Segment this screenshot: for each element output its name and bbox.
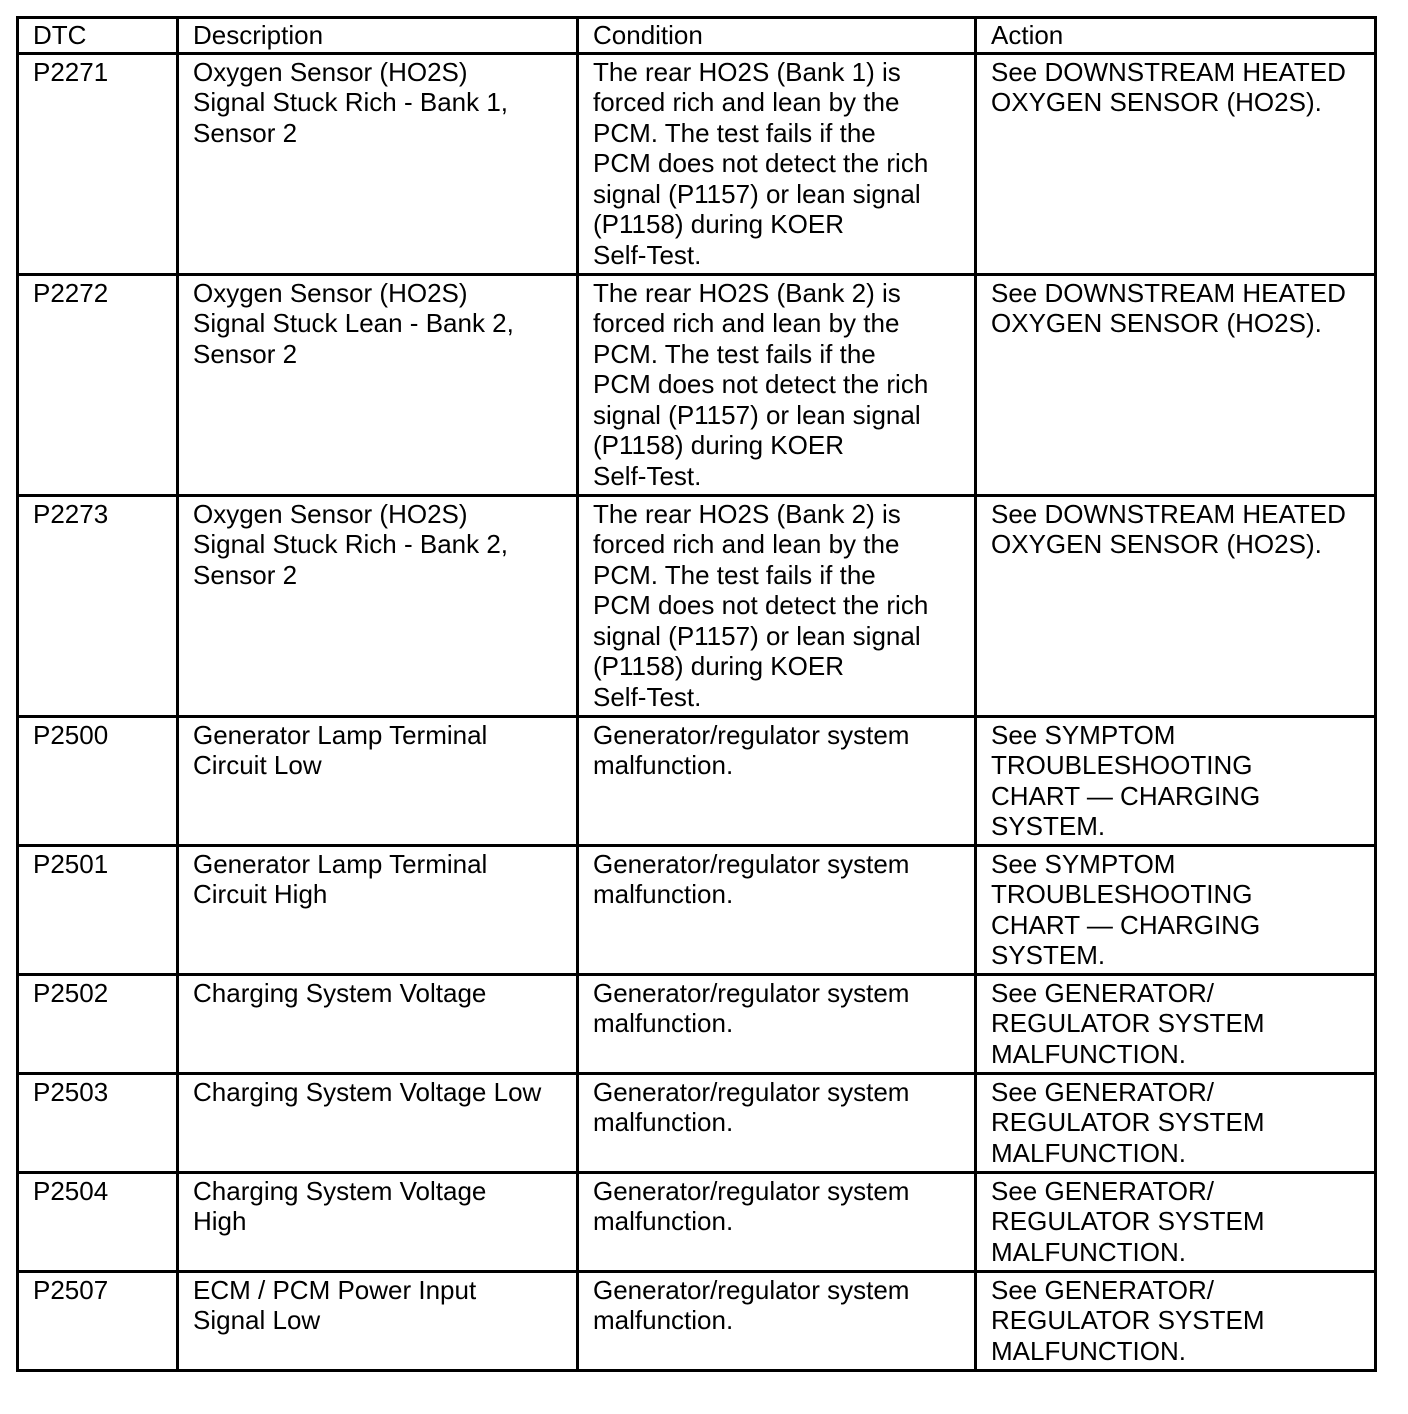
cell-dtc: P2501 (18, 845, 178, 974)
dtc-table (16, 16, 1377, 1372)
cell-condition: Generator/regulator system malfunction. (578, 1271, 976, 1370)
cell-action: See GENERATOR/ REGULATOR SYSTEM MALFUNCTION. (976, 974, 1376, 1073)
table-row (18, 1271, 1376, 1370)
cell-description: Charging System Voltage Low (178, 1073, 578, 1172)
cell-condition: Generator/regulator system malfunction. (578, 974, 976, 1073)
cell-condition: Generator/regulator system malfunction. (578, 845, 976, 974)
table-row (18, 274, 1376, 495)
dtc-document (16, 16, 1374, 1372)
cell-description: Charging System Voltage (178, 974, 578, 1073)
cell-description: Oxygen Sensor (HO2S) Signal Stuck Lean - Bank 2, Sensor 2 (178, 274, 578, 495)
cell-description: Oxygen Sensor (HO2S) Signal Stuck Rich - Bank 2, Sensor 2 (178, 495, 578, 716)
cell-action: See SYMPTOM TROUBLESHOOTING CHART — CHARGING SYSTEM. (976, 716, 1376, 845)
cell-action: See GENERATOR/ REGULATOR SYSTEM MALFUNCTION. (976, 1271, 1376, 1370)
table-row (18, 53, 1376, 274)
cell-dtc: P2500 (18, 716, 178, 845)
cell-condition: Generator/regulator system malfunction. (578, 1073, 976, 1172)
cell-dtc: P2507 (18, 1271, 178, 1370)
table-row (18, 845, 1376, 974)
cell-action: See GENERATOR/ REGULATOR SYSTEM MALFUNCTION. (976, 1172, 1376, 1271)
cell-dtc: P2271 (18, 53, 178, 274)
cell-dtc: P2273 (18, 495, 178, 716)
table-row (18, 1172, 1376, 1271)
cell-condition: The rear HO2S (Bank 2) is forced rich and lean by the PCM. The test fails if the PCM does not detect the rich signal (P1157) or lean signal (P1158) during KOER Self-Test. (578, 495, 976, 716)
cell-description: Oxygen Sensor (HO2S) Signal Stuck Rich - Bank 1, Sensor 2 (178, 53, 578, 274)
header-condition: Condition (578, 18, 976, 54)
header-description: Description (178, 18, 578, 54)
cell-condition: Generator/regulator system malfunction. (578, 716, 976, 845)
table-row (18, 974, 1376, 1073)
cell-action: See DOWNSTREAM HEATED OXYGEN SENSOR (HO2S). (976, 274, 1376, 495)
header-row (18, 18, 1376, 54)
cell-action: See DOWNSTREAM HEATED OXYGEN SENSOR (HO2S). (976, 53, 1376, 274)
header-action: Action (976, 18, 1376, 54)
cell-condition: The rear HO2S (Bank 2) is forced rich and lean by the PCM. The test fails if the PCM does not detect the rich signal (P1157) or lean signal (P1158) during KOER Self-Test. (578, 274, 976, 495)
cell-condition: The rear HO2S (Bank 1) is forced rich and lean by the PCM. The test fails if the PCM does not detect the rich signal (P1157) or lean signal (P1158) during KOER Self-Test. (578, 53, 976, 274)
cell-condition: Generator/regulator system malfunction. (578, 1172, 976, 1271)
cell-dtc: P2504 (18, 1172, 178, 1271)
table-row (18, 1073, 1376, 1172)
cell-description: Charging System Voltage High (178, 1172, 578, 1271)
table-body (18, 53, 1376, 1370)
header-dtc: DTC (18, 18, 178, 54)
cell-description: ECM / PCM Power Input Signal Low (178, 1271, 578, 1370)
cell-action: See GENERATOR/ REGULATOR SYSTEM MALFUNCTION. (976, 1073, 1376, 1172)
cell-description: Generator Lamp Terminal Circuit Low (178, 716, 578, 845)
cell-dtc: P2503 (18, 1073, 178, 1172)
table-row (18, 495, 1376, 716)
table-row (18, 716, 1376, 845)
table-header (18, 18, 1376, 54)
cell-dtc: P2272 (18, 274, 178, 495)
cell-action: See SYMPTOM TROUBLESHOOTING CHART — CHARGING SYSTEM. (976, 845, 1376, 974)
cell-action: See DOWNSTREAM HEATED OXYGEN SENSOR (HO2S). (976, 495, 1376, 716)
cell-description: Generator Lamp Terminal Circuit High (178, 845, 578, 974)
cell-dtc: P2502 (18, 974, 178, 1073)
